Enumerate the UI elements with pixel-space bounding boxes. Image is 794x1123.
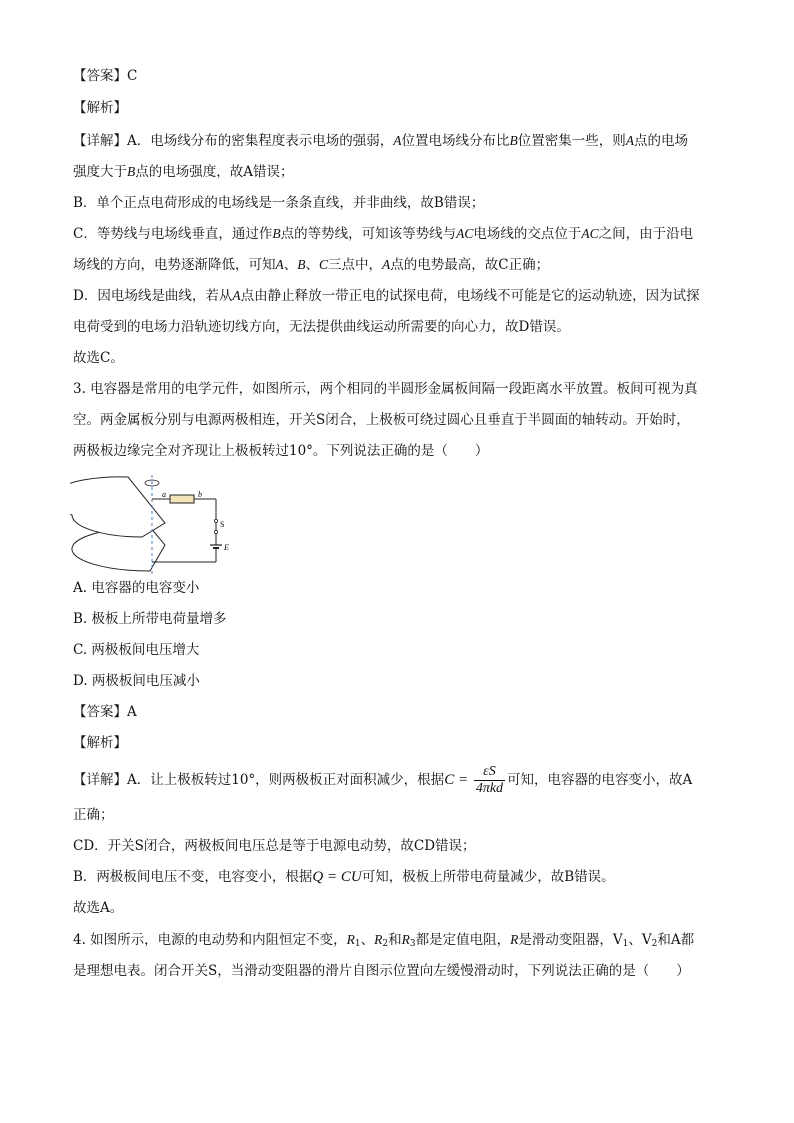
- analysis-tag-q3: 【解析】: [73, 735, 127, 751]
- conclusion-q2: 故选C。: [73, 350, 124, 366]
- detail-line-b: B．单个正点电荷形成的电场线是一条条直线，并非曲线，故B错误；: [73, 195, 485, 211]
- option-d: D. 两极板间电压减小: [73, 673, 200, 689]
- question-4-stem-1: 4. 如图所示，电源的电动势和内阻恒定不变，$R_1$、$R_2$和$R_3$都是定值电阻，R是滑动变阻器，$V_1$、$V_2$和A都: [73, 932, 695, 949]
- detail-line-q3-b: B．两极板间电压不变，电容变小，根据Q = CU可知，极板上所带电荷量减少，故B错误。: [73, 869, 615, 885]
- label-S: S: [220, 520, 225, 529]
- detail-line-q3-cd: CD．开关S闭合，两极板间电压总是等于电源电动势，故CD错误；: [73, 838, 476, 854]
- analysis-tag-q2: 【解析】: [73, 100, 127, 116]
- option-c: C. 两极板间电压增大: [73, 642, 200, 658]
- detail-line-d2: 电荷受到的电场力沿轨迹切线方向，无法提供曲线运动所需要的向心力，故D错误。: [73, 319, 570, 335]
- question-3-stem-1: 3. 电容器是常用的电学元件，如图所示，两个相同的半圆形金属板间隔一段距离水平放置。板间可视为真: [73, 381, 698, 397]
- resistor: [170, 495, 194, 503]
- detail-line-q3-a2: 正确；: [73, 807, 114, 823]
- detail-line-c2: 场线的方向，电势逐渐降低，可知A、B、C三点中，A点的电势最高，故C正确；: [73, 257, 550, 273]
- conclusion-q3: 故选A。: [73, 900, 124, 916]
- label-b: b: [198, 490, 202, 499]
- detail-line-c1: C．等势线与电场线垂直，通过作B点的等势线，可知该等势线与AC电场线的交点位于AC之间，由于沿电: [73, 226, 694, 242]
- capacitor-circuit-figure: [70, 475, 250, 575]
- question-3-stem-3: 两极板边缘完全对齐现让上极板转过10°。下列说法正确的是（ ）: [73, 443, 489, 459]
- label-E: E: [224, 543, 229, 552]
- label-a: a: [162, 490, 166, 499]
- answer-tag-q2: 【答案】C: [73, 68, 138, 84]
- question-3-stem-2: 空。两金属板分别与电源两极相连，开关S闭合，上极板可绕过圆心且垂直于半圆面的轴转动。开始时，: [73, 412, 690, 428]
- detail-line-a1: 【详解】A．电场线分布的密集程度表示电场的强弱，A位置电场线分布比B位置密集一些，则A点的电场: [73, 133, 688, 149]
- detail-line-q3-a: 【详解】A．让上极板转过10°，则两极板正对面积减少，根据C = $\frac{\varepsilon S}{\text{4πkd}}$ 可知，电容器的电容变小，故A: [73, 764, 693, 796]
- option-a: A. 电容器的电容变小: [73, 580, 200, 596]
- option-b: B. 极板上所带电荷量增多: [73, 611, 227, 627]
- detail-line-d1: D．因电场线是曲线，若从A点由静止释放一带正电的试探电荷，电场线不可能是它的运动轨迹，因为试探: [73, 288, 700, 304]
- capacitance-formula: $\frac{\varepsilon S}{\text{4πkd}}$: [475, 764, 504, 796]
- detail-line-a2: 强度大于B点的电场强度，故A错误；: [73, 164, 294, 180]
- question-4-stem-2: 是理想电表。闭合开关S，当滑动变阻器的滑片自图示位置向左缓慢滑动时，下列说法正确的是（ ）: [73, 963, 690, 979]
- answer-tag-q3: 【答案】A: [73, 704, 137, 720]
